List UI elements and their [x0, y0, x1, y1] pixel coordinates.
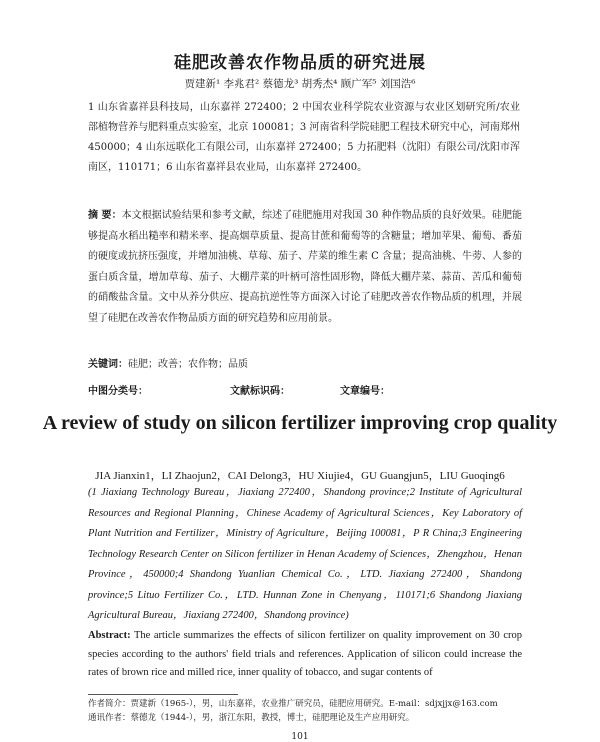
page-number: 101 — [291, 732, 309, 742]
english-affiliations: (1 Jiaxiang Technology Bureau，Jiaxiang 272400，Shandong province;2 Institute of Agricultural Resources and Regional Planning，Chinese Academy of Agricultural Sciences，Key Laboratory of Plant Nutrition and Fertilizer，Ministry of Agriculture，Beijing 100081，P R China;3 Engineering Technology Research Center on Silicon fertilizer in Henan Academy of Sciences，Zhengzhou，Henan Province，450000;4 Shandong Yuanlian Chemical Co.，LTD. Jiaxiang 272400，Shandong province;5 Lituo Fertilizer Co.，LTD. Hunnan Zone in Chenyang，110171;6 Shandong Jiaxiang Agricultural Bureau，Jiaxiang 272400，Shandong province) — [88, 487, 522, 621]
footnote-author-bio: 作者简介：贾建新（1965-），男，山东嘉祥，农业推广研究员，硅肥应用研究。E-mail：sdjxjjx@163.com — [88, 699, 498, 709]
english-abstract-label: Abstract: — [88, 630, 131, 641]
footnote-corresponding-author: 通讯作者：蔡德龙（1944-），男，浙江东阳，教授，博士，硅肥理论及生产应用研究。 — [88, 713, 415, 723]
english-authors: JIA Jianxin1，LI Zhaojun2，CAI Delong3，HU Xiujie4，GU Guangjun5，LIU Guoqing6 — [95, 470, 505, 482]
chinese-keywords-label: 关键词： — [88, 359, 128, 370]
english-abstract-text: The article summarizes the effects of silicon fertilizer on quality improvement on 30 crop species according to the authors' field trials and references. Application of silicon could increase the rates of brown rice and milled rice, inner quality of tobacco, and sugar contents of — [88, 630, 522, 678]
footnote — [88, 697, 522, 725]
class-number-label: 中图分类号： — [88, 386, 148, 397]
english-title: A review of study on silicon fertilizer improving crop quality — [42, 412, 558, 434]
document-code-label: 文献标识码： — [230, 386, 290, 397]
english-abstract — [88, 627, 522, 683]
chinese-title: 硅肥改善农作物品质的研究进展 — [174, 53, 426, 73]
chinese-affiliations: 1 山东省嘉祥县科技局，山东嘉祥 272400；2 中国农业科学院农业资源与农业区划研究所/农业部植物营养与肥料重点实验室，北京 100081；3 河南省科学院硅肥工程技术研究中心，河南郑州 450000；4 山东远联化工有限公司，山东嘉祥 272400；5 力拓肥料（沈阳）有限公司/沈阳市浑南区，110171；6 山东省嘉祥县农业局，山东嘉祥 272400。 — [88, 102, 520, 173]
chinese-authors: 贾建新¹ 李兆君² 蔡德龙³ 胡秀杰⁴ 顾广军⁵ 刘国浩⁶ — [184, 78, 416, 90]
chinese-abstract-text: 本文根据试验结果和参考文献，综述了硅肥施用对我国 30 种作物品质的良好效果。硅肥能够提高水稻出糙率和精米率、提高烟草质量、提高甘蔗和葡萄等的含糖量；增加苹果、葡萄、番茄的硬度或抗挤压强度，并增加油桃、草莓、茄子、芹菜的维生素 C 含量；提高油桃、牛蒡、人参的蛋白质含量，增加草莓、茄子、大棚芹菜的叶柄可溶性固形物，降低大棚芹菜、蒜苗、苦瓜和葡萄的硝酸盐含量。文中从养分供应、提高抗逆性等方面深入讨论了硅肥改善农作物品质的机理，并展望了硅肥在改善农作物品质方面的研究趋势和应用前景。 — [88, 210, 523, 324]
chinese-keywords — [88, 355, 522, 370]
chinese-abstract-label: 摘 要： — [88, 210, 122, 221]
chinese-abstract — [88, 206, 522, 329]
footnote-divider — [88, 694, 238, 695]
article-number-label: 文章编号： — [340, 386, 390, 397]
chinese-keywords-text: 硅肥；改善；农作物；品质 — [128, 359, 248, 370]
